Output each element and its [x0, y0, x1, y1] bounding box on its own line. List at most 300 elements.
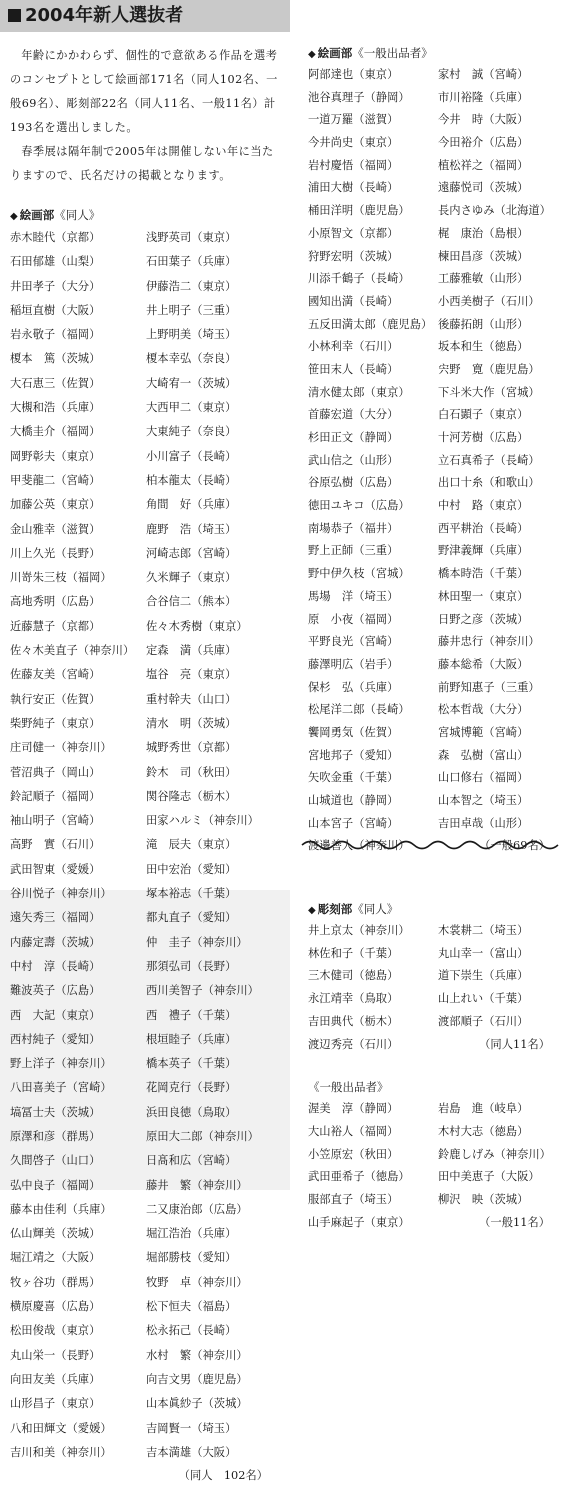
person-entry: 白石顕子（東京）: [438, 408, 529, 422]
section-title: [308, 898, 560, 920]
list-item: [308, 699, 560, 722]
person-entry: 平野良光（宮崎）: [308, 635, 399, 649]
list-item: [308, 988, 560, 1011]
person-entry: 西 大記（東京）: [10, 1008, 101, 1022]
list-item: [10, 1004, 282, 1028]
person-entry: 谷川悦子（神奈川）: [10, 887, 112, 901]
person-entry: 日髙和広（宮崎）: [146, 1154, 237, 1168]
person-entry: （一般69名）: [479, 839, 550, 853]
person-entry: 佐々木美直子（神奈川）: [10, 644, 135, 658]
person-entry: 堀部勝枝（愛知）: [146, 1251, 237, 1265]
list-item: [308, 677, 560, 700]
list-item: [10, 979, 282, 1003]
person-entry: 鹿野 浩（埼玉）: [146, 522, 237, 536]
person-entry: 角間 好（兵庫）: [146, 498, 237, 512]
person-entry: 立石真希子（長崎）: [438, 453, 540, 467]
person-entry: 今井 時（大阪）: [438, 113, 529, 127]
person-entry: 桶田洋明（鹿児島）: [308, 204, 410, 218]
person-entry: 岩村慶悟（福岡）: [308, 158, 399, 172]
person-entry: 林佐和子（千葉）: [308, 946, 399, 960]
person-entry: 根垣睦子（兵庫）: [146, 1032, 237, 1046]
list-item: [308, 246, 560, 269]
person-entry: 上野明美（埼玉）: [146, 328, 237, 342]
person-entry: 庄司健一（神奈川）: [10, 741, 112, 755]
list-item: [10, 1368, 282, 1392]
intro-paragraph-1: 年齢にかかわらず、個性的で意欲ある作品を選考のコンセプトとして絵画部171名（同人102名、一般69名）、彫刻部22名（同人11名、一般11名）計193名を選出しました。: [10, 49, 278, 134]
list-item: [308, 359, 560, 382]
list-item: [10, 712, 282, 736]
section-title-text: 絵画部: [19, 208, 55, 222]
diamond-bullet-icon: ◆: [308, 49, 316, 60]
list-item: [10, 1198, 282, 1222]
person-entry: 小笠原宏（秋田）: [308, 1147, 399, 1161]
person-entry: 重村幹夫（山口）: [146, 692, 237, 706]
person-entry: 坂本和生（徳島）: [438, 340, 529, 354]
person-entry: 稲垣直樹（大阪）: [10, 303, 101, 317]
person-entry: 野中伊久枝（宮城）: [308, 567, 410, 581]
person-entry: 渥美 淳（静岡）: [308, 1102, 399, 1116]
list-item: [10, 323, 282, 347]
person-entry: 國知出満（長崎）: [308, 294, 399, 308]
diamond-bullet-icon: ◆: [308, 905, 316, 917]
person-entry: 川嵜朱三枝（福岡）: [10, 571, 112, 585]
list-item: [308, 200, 560, 223]
person-entry: 木裳耕二（埼玉）: [438, 924, 529, 938]
person-entry: 宮城博範（宮崎）: [438, 725, 529, 739]
person-entry: 南場恭子（福井）: [308, 521, 399, 535]
list-item: [308, 540, 560, 563]
person-entry: 大東純子（奈良）: [146, 425, 237, 439]
list-item: [308, 64, 560, 87]
list-item: [308, 404, 560, 427]
person-entry: 小川富子（長崎）: [146, 449, 237, 463]
person-entry: 岩永敬子（福岡）: [10, 328, 101, 342]
right-column: [308, 42, 560, 1234]
person-entry: 原田大二郎（神奈川）: [146, 1129, 259, 1143]
name-list: [308, 1098, 560, 1234]
person-entry: 二又康治郎（広島）: [146, 1202, 248, 1216]
person-entry: 花岡克行（長野）: [146, 1081, 237, 1095]
person-entry: 吉川和美（神奈川）: [10, 1445, 112, 1459]
person-entry: 浜田良徳（鳥取）: [146, 1105, 237, 1119]
person-entry: 道下崇生（兵庫）: [438, 969, 529, 983]
person-entry: 大山裕人（福岡）: [308, 1124, 399, 1138]
painting-doujin-section: [10, 204, 282, 1487]
person-entry: 山本眞紗子（茨城）: [146, 1397, 248, 1411]
list-item: [10, 226, 282, 250]
person-entry: 仲 圭子（神奈川）: [146, 935, 248, 949]
person-entry: 久間啓子（山口）: [10, 1154, 101, 1168]
person-entry: 合谷信二（熊本）: [146, 595, 237, 609]
person-entry: 山本智之（埼玉）: [438, 794, 529, 807]
person-entry: 赤木睦代（京都）: [10, 231, 101, 244]
person-entry: 長内さゆみ（北海道）: [438, 204, 551, 218]
person-entry: 五反田満太郎（鹿児島）: [308, 317, 433, 331]
person-entry: 山城道也（静岡）: [308, 794, 399, 807]
person-entry: 家村 誠（宮崎）: [438, 68, 529, 81]
person-entry: 柳沢 映（茨城）: [438, 1192, 529, 1206]
person-entry: 甲斐龍二（宮崎）: [10, 473, 101, 487]
person-entry: 笹田末人（長崎）: [308, 362, 399, 376]
person-entry: 西平耕治（長崎）: [438, 521, 529, 535]
person-entry: 武山信之（山形）: [308, 453, 399, 467]
person-entry: 堀江靖之（大阪）: [10, 1251, 101, 1265]
person-entry: 山形昌子（東京）: [10, 1397, 101, 1411]
list-item: [10, 518, 282, 542]
person-entry: 今井尚史（東京）: [308, 136, 399, 150]
person-entry: 内藤定壽（茨城）: [10, 935, 101, 949]
list-item: [10, 858, 282, 882]
list-item: [308, 813, 560, 836]
list-item: [308, 382, 560, 405]
list-item: [308, 1121, 560, 1144]
section-title-text: 絵画部: [317, 46, 353, 60]
person-entry: 首藤宏道（大分）: [308, 408, 399, 422]
person-entry: 馬場 洋（埼玉）: [308, 589, 399, 603]
list-item: [10, 396, 282, 420]
list-item: [308, 450, 560, 473]
person-entry: 原澤和彦（群馬）: [10, 1129, 101, 1143]
person-entry: 佐々木秀樹（東京）: [146, 619, 248, 633]
person-entry: 川上久光（長野）: [10, 546, 101, 560]
list-item: [10, 275, 282, 299]
list-item: [308, 1166, 560, 1189]
list-item: [308, 495, 560, 518]
page-title: [8, 5, 183, 27]
list-item: [10, 590, 282, 614]
person-entry: 遠藤悦司（茨城）: [438, 181, 529, 195]
list-item: [10, 785, 282, 809]
person-entry: 橋本英子（千葉）: [146, 1057, 237, 1071]
person-entry: 矢吹金重（千葉）: [308, 771, 399, 785]
person-entry: 吉本満雄（大阪）: [146, 1445, 237, 1459]
person-entry: 塚本裕志（千葉）: [146, 887, 237, 901]
name-list: [10, 226, 282, 1465]
list-item: [10, 1125, 282, 1149]
list-item: [308, 943, 560, 966]
person-entry: 宮地邦子（愛知）: [308, 748, 399, 762]
list-item: [308, 1098, 560, 1121]
list-item: [10, 882, 282, 906]
list-item: [10, 1295, 282, 1319]
person-entry: 金山雅幸（滋賀）: [10, 522, 101, 536]
list-item: [308, 1011, 560, 1034]
person-entry: 八和田輝文（愛媛）: [10, 1421, 112, 1435]
list-item: [308, 790, 560, 813]
list-item: [10, 639, 282, 663]
person-entry: 関谷隆志（栃木）: [146, 789, 237, 803]
person-entry: 滝 辰夫（東京）: [146, 838, 237, 852]
person-entry: 中村 路（東京）: [438, 499, 529, 513]
list-item: [308, 87, 560, 110]
list-item: [308, 109, 560, 132]
section-subtitle: 《一般出品者》: [308, 1080, 389, 1095]
person-entry: 大槻和浩（兵庫）: [10, 401, 101, 415]
person-entry: 野津義輝（兵庫）: [438, 544, 529, 558]
person-entry: 向吉文男（鹿児島）: [146, 1372, 248, 1386]
person-entry: 鈴記順子（福岡）: [10, 789, 101, 803]
list-item: [308, 177, 560, 200]
person-entry: 前野知惠子（三重）: [438, 680, 540, 694]
list-item: [10, 1222, 282, 1246]
section-subtitle: 《同人》: [54, 208, 101, 222]
list-item: [308, 609, 560, 632]
person-entry: 野上正師（三重）: [308, 544, 399, 558]
list-item: [10, 761, 282, 785]
person-entry: 服部直子（埼玉）: [308, 1192, 399, 1206]
list-item: [308, 427, 560, 450]
person-entry: 吉田卓哉（山形）: [438, 816, 529, 830]
person-entry: 植松祥之（福岡）: [438, 158, 529, 172]
person-entry: 大石恵三（佐賀）: [10, 376, 101, 390]
person-entry: 大橋圭介（福岡）: [10, 425, 101, 439]
list-item: [10, 955, 282, 979]
list-item: [10, 469, 282, 493]
list-item: [308, 1189, 560, 1212]
intro-paragraph-2: 春季展は隔年制で2005年は開催しない年に当たりますので、氏名だけの掲載となります。: [10, 145, 274, 182]
list-item: [10, 1246, 282, 1270]
list-item: [308, 586, 560, 609]
person-entry: 井田孝子（大分）: [10, 279, 101, 293]
list-item: [308, 472, 560, 495]
person-entry: 藤澤明広（岩手）: [308, 657, 399, 671]
person-entry: 井上明子（三重）: [146, 303, 237, 317]
person-entry: 執行安正（佐賀）: [10, 692, 101, 706]
person-entry: 都丸直子（愛知）: [146, 911, 237, 925]
person-entry: 市川裕隆（兵庫）: [438, 90, 529, 104]
person-entry: 弘中良子（福岡）: [10, 1178, 101, 1192]
list-item: [308, 223, 560, 246]
person-entry: 吉岡賢一（埼玉）: [146, 1421, 237, 1435]
list-item: [308, 965, 560, 988]
list-item: [10, 833, 282, 857]
person-entry: 森 弘樹（富山）: [438, 748, 529, 762]
list-item: [10, 299, 282, 323]
person-entry: 堀江浩治（兵庫）: [146, 1227, 237, 1241]
list-item: [10, 1271, 282, 1295]
list-item: [308, 155, 560, 178]
person-entry: 三木健司（徳島）: [308, 969, 399, 983]
person-entry: 水村 繁（神奈川）: [146, 1348, 248, 1362]
person-entry: 杉田正文（静岡）: [308, 431, 399, 444]
person-entry: 塙冨士夫（茨城）: [10, 1105, 101, 1119]
person-entry: 橋本時浩（千葉）: [438, 567, 529, 581]
person-entry: 浅野英司（東京）: [146, 231, 237, 244]
person-entry: 浦田大樹（長崎）: [308, 181, 399, 195]
person-entry: 吉田典代（栃木）: [308, 1014, 399, 1028]
person-entry: 久米輝子（東京）: [146, 571, 237, 585]
list-item: [308, 1212, 560, 1235]
person-entry: 渡邊善人（神奈川）: [308, 839, 410, 853]
list-item: [308, 563, 560, 586]
list-item: [308, 518, 560, 541]
person-entry: 大崎宥一（茨城）: [146, 376, 237, 390]
person-entry: 小林利幸（石川）: [308, 340, 399, 354]
person-entry: 柏本龍太（長崎）: [146, 473, 237, 487]
person-entry: 清水健太郎（東京）: [308, 385, 410, 399]
person-entry: 木村大志（徳島）: [438, 1124, 529, 1138]
person-entry: 定森 満（兵庫）: [146, 644, 237, 658]
list-item: [308, 268, 560, 291]
person-entry: 松田俊哉（東京）: [10, 1324, 101, 1338]
person-entry: 山本宮子（宮崎）: [308, 816, 399, 830]
person-entry: 藤井 繁（神奈川）: [146, 1178, 248, 1192]
person-entry: 牧野 卓（神奈川）: [146, 1275, 248, 1289]
list-item: [10, 1101, 282, 1125]
person-entry: 菅沼典子（岡山）: [10, 765, 101, 779]
person-entry: 川添千鶴子（長崎）: [308, 272, 410, 286]
person-entry: 原 小夜（福岡）: [308, 612, 399, 626]
person-entry: 岡野彰夫（東京）: [10, 449, 101, 463]
person-entry: 丸山栄一（長野）: [10, 1348, 101, 1362]
person-entry: 清水 明（茨城）: [146, 716, 237, 730]
list-item: [10, 809, 282, 833]
person-entry: 加藤公英（東京）: [10, 498, 101, 512]
section-subtitle: 《同人》: [352, 902, 399, 917]
person-entry: 高野 實（石川）: [10, 838, 101, 852]
person-entry: 保杉 弘（兵庫）: [308, 680, 399, 694]
person-entry: 中村 淳（長崎）: [10, 959, 101, 973]
person-entry: 西 禮子（千葉）: [146, 1008, 237, 1022]
person-entry: 山上れい（千葉）: [438, 992, 529, 1006]
person-entry: 池谷真理子（静岡）: [308, 90, 410, 104]
person-entry: 十河芳樹（広島）: [438, 431, 529, 444]
list-item: [308, 314, 560, 337]
person-entry: 渡部順子（石川）: [438, 1014, 529, 1028]
person-entry: 饗岡勇気（佐賀）: [308, 725, 399, 739]
person-entry: 松尾洋二郎（長崎）: [308, 703, 410, 717]
list-item: [10, 493, 282, 517]
list-item: [10, 372, 282, 396]
person-entry: 八田喜美子（宮崎）: [10, 1081, 112, 1095]
section-title: [10, 204, 282, 226]
person-entry: 山口修右（福岡）: [438, 771, 529, 785]
person-entry: 梶 康治（島根）: [438, 226, 529, 240]
person-entry: 横原慶喜（広島）: [10, 1300, 101, 1314]
person-entry: 永江靖幸（鳥取）: [308, 992, 399, 1006]
person-entry: 岩島 進（岐阜）: [438, 1102, 529, 1116]
list-item: [10, 663, 282, 687]
list-item: [10, 445, 282, 469]
person-entry: 那須弘司（長野）: [146, 959, 237, 973]
person-entry: 塩谷 亮（東京）: [146, 668, 237, 682]
section-title-text: 彫刻部: [317, 902, 353, 917]
list-item: [308, 1034, 560, 1057]
person-entry: 武田智東（愛媛）: [10, 862, 101, 876]
person-entry: 榎本幸弘（奈良）: [146, 352, 237, 366]
person-entry: 田中美恵子（大阪）: [438, 1170, 540, 1184]
person-entry: 谷原弘樹（広島）: [308, 476, 399, 490]
person-entry: 阿部達也（東京）: [308, 68, 399, 81]
person-entry: 河崎志郎（宮崎）: [146, 546, 237, 560]
list-item: [10, 1076, 282, 1100]
person-entry: 山手麻起子（東京）: [308, 1215, 410, 1229]
list-item: [10, 906, 282, 930]
person-entry: 牧ヶ谷功（群馬）: [10, 1275, 101, 1289]
person-entry: 遠矢秀三（福岡）: [10, 911, 101, 925]
person-entry: 仏山輝美（茨城）: [10, 1227, 101, 1241]
person-entry: 野上洋子（神奈川）: [10, 1057, 112, 1071]
person-entry: 石田郁雄（山梨）: [10, 255, 101, 269]
person-entry: 藤井忠行（神奈川）: [438, 635, 540, 649]
person-entry: 松本哲哉（大分）: [438, 703, 529, 717]
person-entry: 武田亜希子（徳島）: [308, 1170, 410, 1184]
person-entry: 日野之彦（茨城）: [438, 612, 529, 626]
list-item: [10, 1028, 282, 1052]
list-item: [308, 132, 560, 155]
name-list: [308, 920, 560, 1056]
person-entry: 鈴木 司（秋田）: [146, 765, 237, 779]
list-item: [308, 767, 560, 790]
section-subtitle: 《一般出品者》: [352, 46, 433, 60]
list-item: [10, 1441, 282, 1465]
list-item: [10, 347, 282, 371]
person-entry: 榎本 篤（茨城）: [10, 352, 101, 366]
list-item: [10, 615, 282, 639]
person-entry: 西川美智子（神奈川）: [146, 984, 259, 998]
list-item: [308, 722, 560, 745]
person-entry: 藤本総希（大阪）: [438, 657, 529, 671]
list-item: [10, 688, 282, 712]
list-item: [10, 420, 282, 444]
person-entry: 丸山幸一（富山）: [438, 946, 529, 960]
person-entry: 出口十糸（和歌山）: [438, 476, 540, 490]
list-item: [10, 542, 282, 566]
person-entry: 大西甲二（東京）: [146, 401, 237, 415]
list-item: [10, 1319, 282, 1343]
person-entry: 下斗米大作（宮城）: [438, 385, 540, 399]
list-item: [308, 336, 560, 359]
list-item: [10, 1174, 282, 1198]
person-entry: 伊藤浩二（東京）: [146, 279, 237, 293]
person-entry: 難波英子（広島）: [10, 984, 101, 998]
list-item: [10, 1149, 282, 1173]
person-entry: 藤本由佳利（兵庫）: [10, 1202, 112, 1216]
section-total: （同人 102名）: [178, 1469, 268, 1483]
person-entry: 工藤雅敏（山形）: [438, 272, 529, 286]
intro-text: [10, 44, 280, 188]
list-item: [308, 920, 560, 943]
person-entry: 後藤拓朗（山形）: [438, 317, 529, 331]
person-entry: 柴野純子（東京）: [10, 716, 101, 730]
person-entry: 小西美樹子（石川）: [438, 294, 540, 308]
diamond-bullet-icon: ◆: [10, 211, 18, 222]
list-item: [308, 654, 560, 677]
list-item: [10, 1344, 282, 1368]
list-item: [308, 291, 560, 314]
person-entry: 西村純子（愛知）: [10, 1032, 101, 1046]
person-entry: 徳田ユキコ（広島）: [308, 499, 410, 513]
list-item: [308, 631, 560, 654]
person-entry: 井上京太（神奈川）: [308, 924, 410, 938]
square-bullet-icon: [8, 9, 21, 22]
wavy-divider: [300, 838, 567, 852]
person-entry: 城野秀世（京都）: [146, 741, 237, 755]
person-entry: 松永拓己（長崎）: [146, 1324, 237, 1338]
person-entry: 渡辺秀亮（石川）: [308, 1037, 399, 1051]
person-entry: 一道万羅（滋賀）: [308, 113, 399, 127]
person-entry: 楝田昌彦（茨城）: [438, 249, 529, 263]
person-entry: 田中宏治（愛知）: [146, 862, 237, 876]
person-entry: 田家ハルミ（神奈川）: [146, 814, 259, 828]
list-item: [10, 250, 282, 274]
person-entry: 松下恒夫（福島）: [146, 1300, 237, 1314]
name-list: [308, 64, 560, 858]
list-item: [308, 1144, 560, 1167]
person-entry: 鈴鹿しげみ（神奈川）: [438, 1147, 551, 1161]
list-item: [10, 931, 282, 955]
person-entry: 狩野宏明（茨城）: [308, 249, 399, 263]
